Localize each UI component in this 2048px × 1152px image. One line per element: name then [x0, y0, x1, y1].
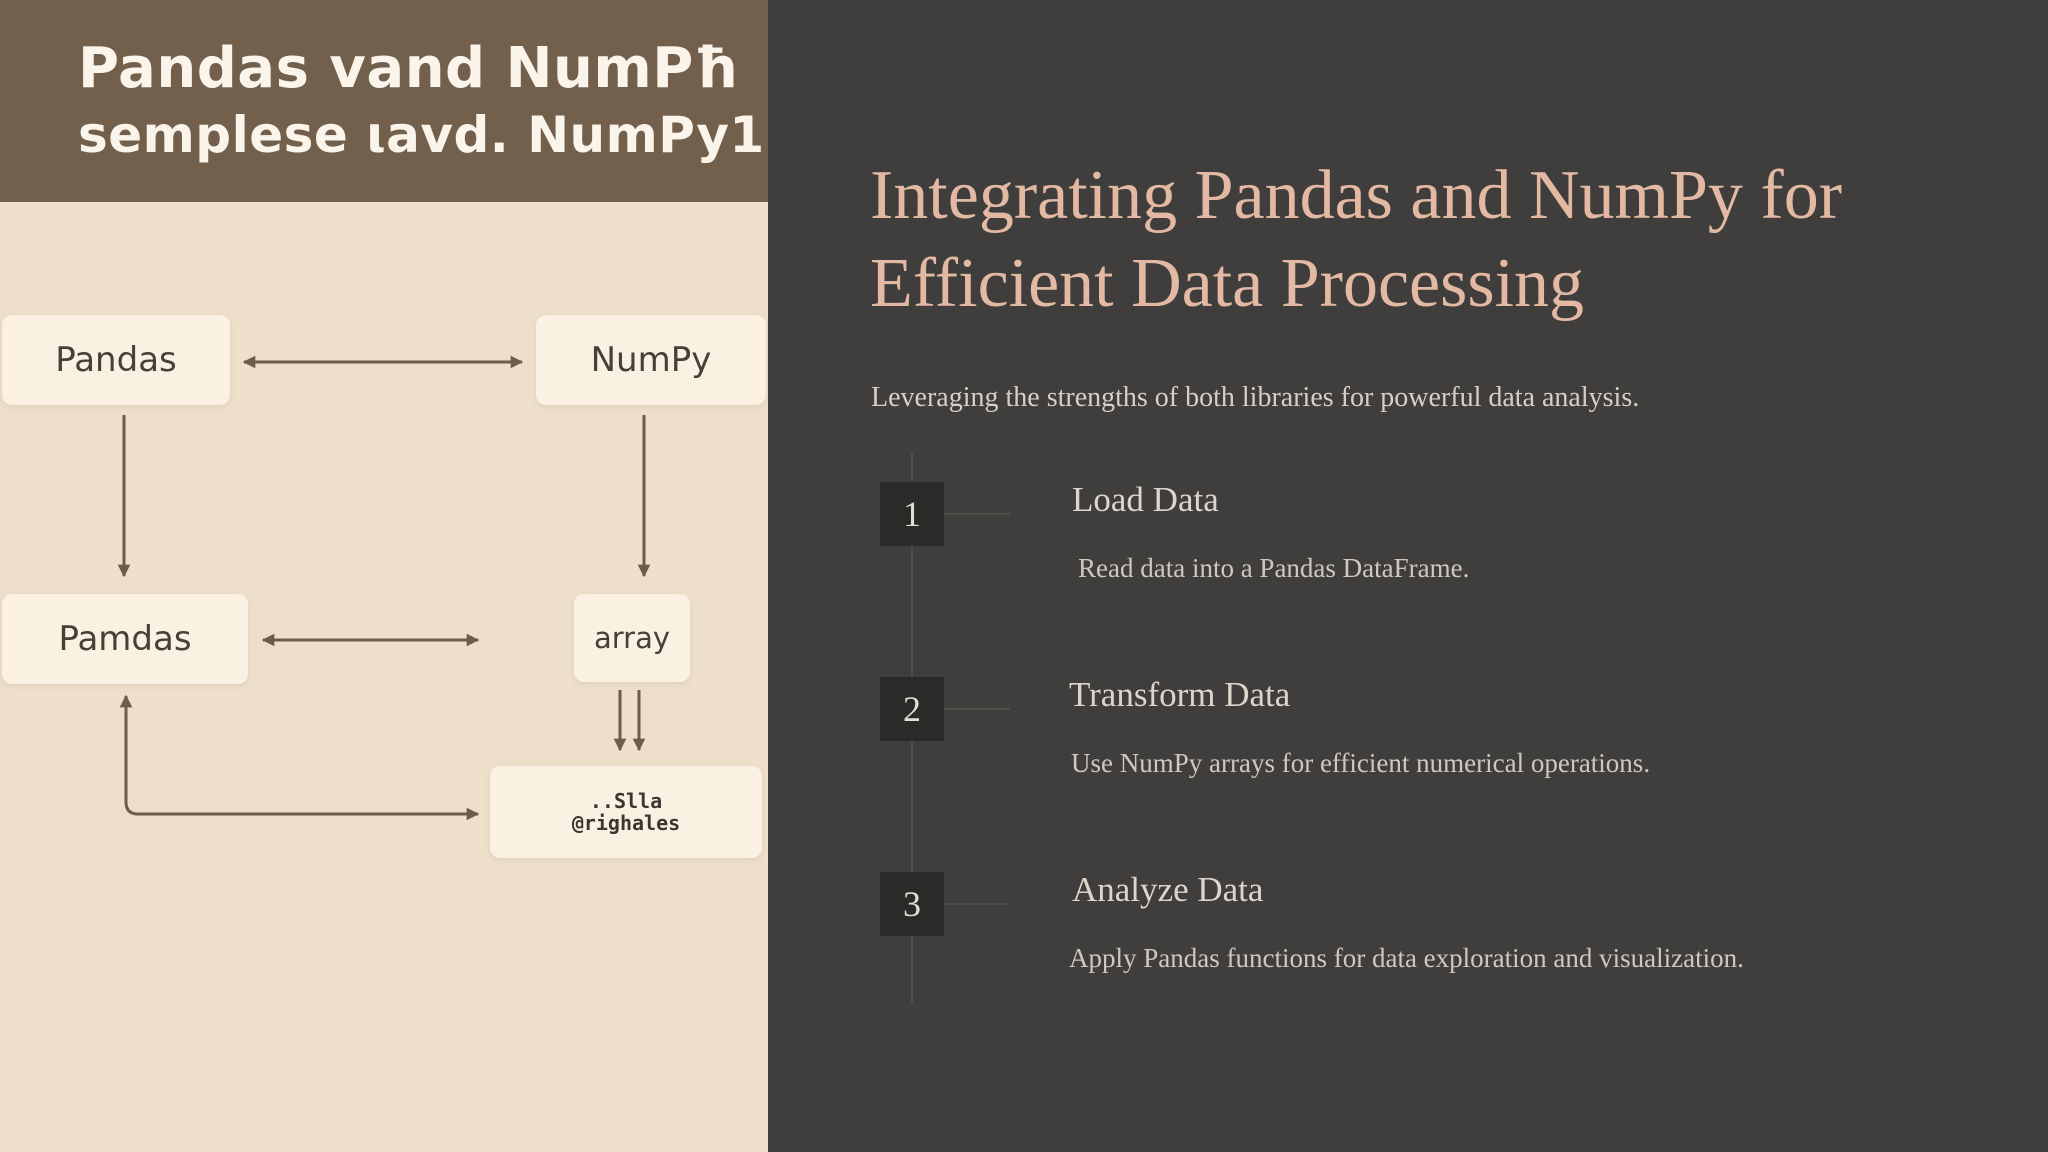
step-1-badge — [880, 482, 944, 546]
node-array-label: array — [593, 621, 671, 655]
diagram-header-line-1: Pandas vand NumPħ — [78, 36, 739, 101]
diagram-arrows — [0, 0, 768, 1152]
step-2-description: Use NumPy arrays for efficient numerical operations. — [1071, 748, 1651, 778]
step-1-number: 1 — [903, 494, 921, 534]
node-pandas-top — [2, 315, 230, 405]
node-code-line-1: ..Slla — [589, 789, 663, 813]
slide-subtitle: Leveraging the strengths of both libraries for powerful data analysis. — [871, 382, 1640, 413]
arrow-elbow-pamdas-code — [126, 696, 478, 814]
step-2-number: 2 — [903, 689, 921, 729]
node-array — [574, 594, 690, 682]
slide-title: Integrating Pandas and NumPy for Efficient Data Processing — [870, 157, 1843, 322]
node-numpy-label: NumPy — [590, 340, 712, 380]
node-numpy — [536, 315, 766, 405]
step-2-title: Transform Data — [1069, 675, 1291, 714]
node-pandas-bottom — [2, 594, 248, 684]
content-panel — [768, 0, 2048, 1152]
step-3-description: Apply Pandas functions for data exploration and visualization. — [1069, 943, 1744, 973]
step-1-title: Load Data — [1072, 480, 1219, 519]
step-1-description: Read data into a Pandas DataFrame. — [1078, 553, 1470, 583]
node-code — [490, 766, 762, 858]
step-3-connector — [944, 903, 1010, 905]
diagram-panel — [0, 0, 768, 1152]
step-3-badge — [880, 872, 944, 936]
step-1-connector — [944, 513, 1010, 515]
diagram-header-line-2: semplese ιavd. NumPy1 — [78, 106, 765, 164]
node-pandas-bottom-label: Pamdas — [58, 619, 192, 659]
step-2-connector — [944, 708, 1010, 710]
step-2-badge — [880, 677, 944, 741]
step-3-title: Analyze Data — [1072, 870, 1264, 909]
node-code-line-2: @righales — [571, 811, 681, 835]
node-pandas-top-label: Pandas — [55, 340, 177, 380]
step-3-number: 3 — [903, 884, 921, 924]
